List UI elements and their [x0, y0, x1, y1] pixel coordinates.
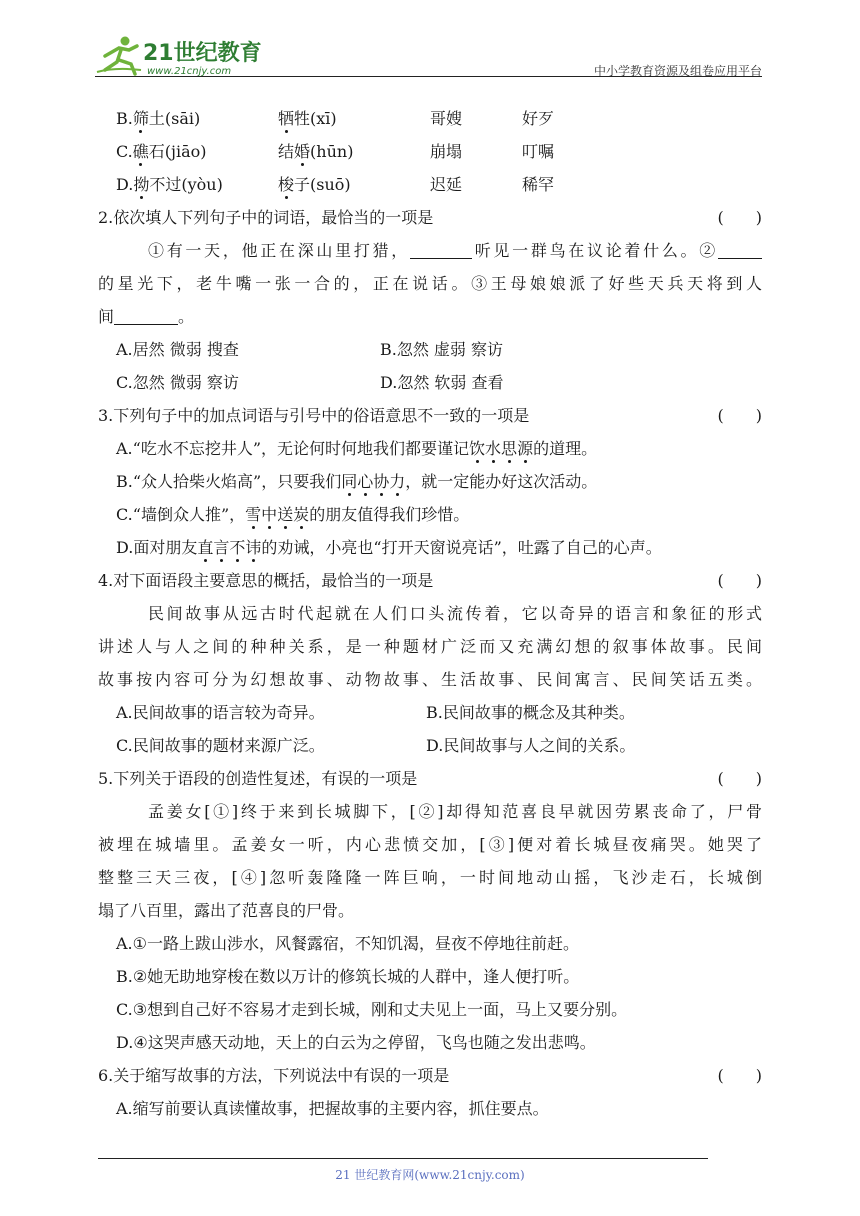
fill-blank — [114, 306, 178, 325]
q1-d-word2: 梭子(suō) — [278, 168, 351, 201]
q4-options-row2 — [98, 729, 762, 762]
q2-option-c: C.忽然 微弱 察访 — [116, 373, 239, 392]
q4-stem: 4.对下面语段主要意思的概括，最恰当的一项是 ( ) — [98, 564, 762, 597]
question-body — [98, 102, 762, 1125]
q4-option-c: C.民间故事的题材来源广泛。 — [116, 736, 325, 755]
header-rule — [95, 76, 762, 77]
footer-rule — [98, 1158, 708, 1159]
q5-option-d: D.④这哭声感天动地，天上的白云为之停留，飞鸟也随之发出悲鸣。 — [116, 1033, 596, 1052]
q1-option-b — [98, 102, 762, 135]
q5-option-c: C.③想到自己好不容易才走到长城，刚和丈夫见上一面，马上又要分别。 — [116, 1000, 628, 1019]
q1-c-word3: 崩塌 — [430, 142, 463, 161]
q2-options-row1 — [98, 333, 762, 366]
q2-sentence-line2: 的星光下，老牛嘴一张一合的，正在说话。③王母娘娘派了好些天兵天将到人 — [98, 274, 762, 293]
q4-option-a: A.民间故事的语言较为奇异。 — [116, 703, 325, 722]
q3-option-a: A.“吃水不忘挖井人”，无论何时何地我们都要谨记饮水思源的道理。 — [98, 432, 762, 465]
q2-options-row2 — [98, 366, 762, 399]
q1-option-d — [98, 168, 762, 201]
q2-option-a: A.居然 微弱 搜查 — [116, 340, 239, 359]
dotted-word: 饮水思源 — [469, 439, 533, 458]
q4-option-b: B.民间故事的概念及其种类。 — [426, 703, 635, 722]
dotted-word: 同心协力 — [341, 472, 405, 491]
q5-passage-line3: 整整三天三夜，[④]忽听轰隆隆一阵巨响，一时间地动山摇，飞沙走石，长城倒 — [98, 868, 762, 887]
q3-option-d: D.面对朋友直言不讳的劝诫，小亮也“打开天窗说亮话”，吐露了自己的心声。 — [98, 531, 762, 564]
q5-stem: 5.下列关于语段的创造性复述，有误的一项是 ( ) — [98, 762, 762, 795]
q1-c-word2: 结婚(hūn) — [278, 135, 353, 168]
q1-d-label: D.拗不过(yòu) — [116, 168, 223, 201]
q2-option-d: D.忽然 软弱 查看 — [380, 373, 504, 392]
q4-passage-line1: 民间故事从远古时代起就在人们口头流传着，它以奇异的语言和象征的形式 — [148, 604, 762, 623]
q1-b-word3: 哥嫂 — [430, 109, 463, 128]
q6-stem: 6.关于缩写故事的方法，下列说法中有误的一项是 ( ) — [98, 1059, 762, 1092]
dotted-word: 雪中送炭 — [245, 505, 309, 524]
page-footer: 21 世纪教育网(www.21cnjy.com) — [335, 1168, 525, 1182]
answer-paren: ( ) — [717, 769, 762, 788]
q2-sentence-line1: ①有一天，他正在深山里打猎， 听见一群鸟在议论着什么。② — [98, 234, 762, 267]
page-header — [95, 28, 762, 78]
q4-options-row1 — [98, 696, 762, 729]
q1-b-word2: 牺牲(xī) — [278, 102, 337, 135]
answer-paren: ( ) — [717, 208, 762, 227]
fill-blank — [718, 240, 762, 259]
q1-b-word4: 好歹 — [522, 109, 555, 128]
q1-c-word4: 叮嘱 — [522, 142, 555, 161]
logo-url: www.21cnjy.com — [147, 66, 232, 77]
answer-paren: ( ) — [717, 571, 762, 590]
q1-option-c — [98, 135, 762, 168]
q1-d-word3: 迟延 — [430, 175, 463, 194]
q4-passage-line3: 故事按内容可分为幻想故事、动物故事、生活故事、民间寓言、民间笑话五类。 — [98, 670, 762, 689]
q1-c-label: C.礁石(jiāo) — [116, 135, 207, 168]
q2-option-b: B.忽然 虚弱 察访 — [380, 340, 504, 359]
q4-option-d: D.民间故事与人之间的关系。 — [426, 736, 636, 755]
q3-stem: 3.下列句子中的加点词语与引号中的俗语意思不一致的一项是 ( ) — [98, 399, 762, 432]
q5-option-b: B.②她无助地穿梭在数以万计的修筑长城的人群中，逢人便打听。 — [116, 967, 580, 986]
q1-b-label: B.筛土(sāi) — [116, 102, 200, 135]
answer-paren: ( ) — [717, 1066, 762, 1085]
q4-passage-line2: 讲述人与人之间的种种关系，是一种题材广泛而又充满幻想的叙事体故事。民间 — [98, 637, 762, 656]
q2-sentence-line3: 间 。 — [98, 307, 195, 326]
q5-passage-line2: 被埋在城墙里。孟姜女一听，内心悲愤交加，[③]便对着长城昼夜痛哭。她哭了 — [98, 835, 762, 854]
answer-paren: ( ) — [717, 406, 762, 425]
fill-blank — [410, 240, 472, 259]
q5-passage-line4: 塌了八百里，露出了范喜良的尸骨。 — [98, 901, 355, 920]
q1-d-word4: 稀罕 — [522, 175, 555, 194]
platform-name: 中小学教育资源及组卷应用平台 — [593, 64, 762, 78]
q3-option-b: B.“众人拾柴火焰高”，只要我们同心协力，就一定能办好这次活动。 — [98, 465, 762, 498]
q5-option-a: A.①一路上跋山涉水，风餐露宿，不知饥渴，昼夜不停地往前赶。 — [116, 934, 579, 953]
q5-passage-line1: 孟姜女[①]终于来到长城脚下，[②]却得知范喜良早就因劳累丧命了，尸骨 — [148, 802, 762, 821]
site-logo — [95, 34, 265, 78]
q2-stem: 2.依次填人下列句子中的词语，最恰当的一项是 ( ) — [98, 201, 762, 234]
dotted-word: 直言不讳 — [197, 538, 261, 557]
runner-icon — [97, 37, 141, 75]
logo-text: 21世纪教育 — [143, 41, 262, 66]
q6-option-a: A.缩写前要认真读懂故事，把握故事的主要内容，抓住要点。 — [116, 1099, 549, 1118]
q3-option-c: C.“墙倒众人推”，雪中送炭的朋友值得我们珍惜。 — [98, 498, 762, 531]
